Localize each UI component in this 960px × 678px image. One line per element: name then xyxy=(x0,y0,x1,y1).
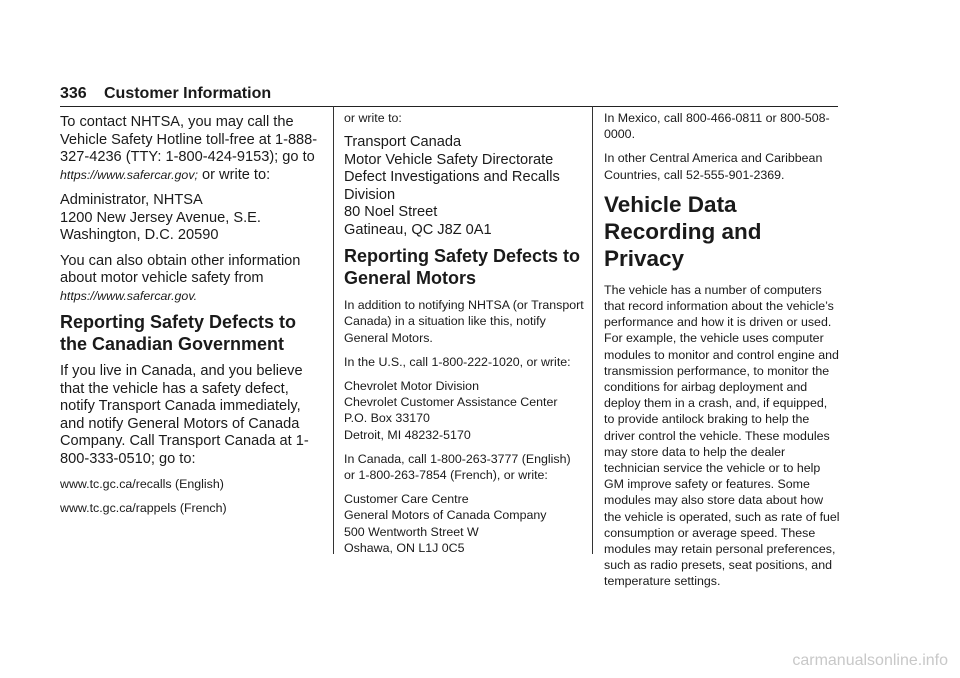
canada-call-paragraph: In Canada, call 1-800-263-3777 (English) or 1-800-263-7854 (French), or write: xyxy=(344,451,571,483)
us-address: Chevrolet Motor Division Chevrolet Customer Assistance Center P.O. Box 33170 Detroit, MI 48232-5170 xyxy=(344,379,558,442)
heading-vehicle-data: Vehicle Data Recording and Privacy xyxy=(604,191,762,271)
or-write-to: or write to: xyxy=(344,111,402,125)
mexico-paragraph: In Mexico, call 800-466-0811 or 800-508-0000. xyxy=(604,111,830,142)
transport-canada-address: Transport Canada Motor Vehicle Safety Directorate Defect Investigations and Recalls Division 80 Noel Street Gatineau, QC J8Z 0A1 xyxy=(344,134,560,238)
tc-recalls-link[interactable]: www.tc.gc.ca/recalls (English) xyxy=(60,477,224,491)
page-number: 336 xyxy=(60,85,87,102)
column-1 xyxy=(60,114,322,516)
tc-rappels-link[interactable]: www.tc.gc.ca/rappels (French) xyxy=(60,501,227,516)
section-title: Customer Information xyxy=(104,85,272,102)
heading-general-motors: Reporting Safety Defects to General Motors xyxy=(344,246,581,289)
column-3 xyxy=(604,110,840,590)
column-divider-right xyxy=(592,106,593,554)
vehicle-data-paragraph: The vehicle has a number of computers that record information about the vehicle’s performance and how it is driven or used. For example, the vehicle uses computer modules to monitor and control engine and transmission performance, to monitor the conditions for airbag deployment and deploy them in a crash, and, if equipped, to provide antilock braking to help the driver control the vehicle. These modules may store data to help the dealer technician service the vehicle or to help GM improve safety or features. Some modules may also store data about how the vehicle is operated, such as rate of fuel consumption or average speed. These modules may retain personal preferences, such as radio presets, seat positions, and temperature settings. xyxy=(604,282,840,589)
heading-canadian-government: Reporting Safety Defects to the Canadian Government xyxy=(60,312,297,354)
more-info-paragraph: You can also obtain other information about motor vehicle safety from https://www.safercar.gov. xyxy=(60,252,301,303)
nhtsa-address: Administrator, NHTSA 1200 New Jersey Avenue, S.E. Washington, D.C. 20590 xyxy=(60,192,261,243)
canada-address: Customer Care Centre General Motors of Canada Company 500 Wentworth Street W Oshawa, ON L1J 0C5 xyxy=(344,492,547,555)
us-call-paragraph: In the U.S., call 1-800-222-1020, or write: xyxy=(344,354,571,369)
safercar-link-2[interactable]: https://www.safercar.gov. xyxy=(60,288,198,303)
column-divider-left xyxy=(333,106,334,248)
nhtsa-contact-paragraph: To contact NHTSA, you may call the Vehicle Safety Hotline toll-free at 1-888-327-4236 (TTY: 1-800-424-9153); go to https://www.safercar.gov; or write to: xyxy=(60,114,318,183)
canada-paragraph: If you live in Canada, and you believe that the vehicle has a safety defect, notify Transport Canada immediately, and notify General Motors of Canada Company. Call Transport Canada at 1-800-333-0510; go to: xyxy=(60,363,309,467)
watermark: carmanualsonline.info xyxy=(792,652,948,669)
central-america-paragraph: In other Central America and Caribbean Countries, call 52-555-901-2369. xyxy=(604,151,823,182)
gm-notify-paragraph: In addition to notifying NHTSA (or Transport Canada) in a situation like this, notify General Motors. xyxy=(344,298,584,345)
page-header xyxy=(60,84,838,107)
safercar-link[interactable]: https://www.safercar.gov; xyxy=(60,167,198,182)
column-divider-left-lower xyxy=(333,248,334,554)
column-2 xyxy=(344,110,584,556)
